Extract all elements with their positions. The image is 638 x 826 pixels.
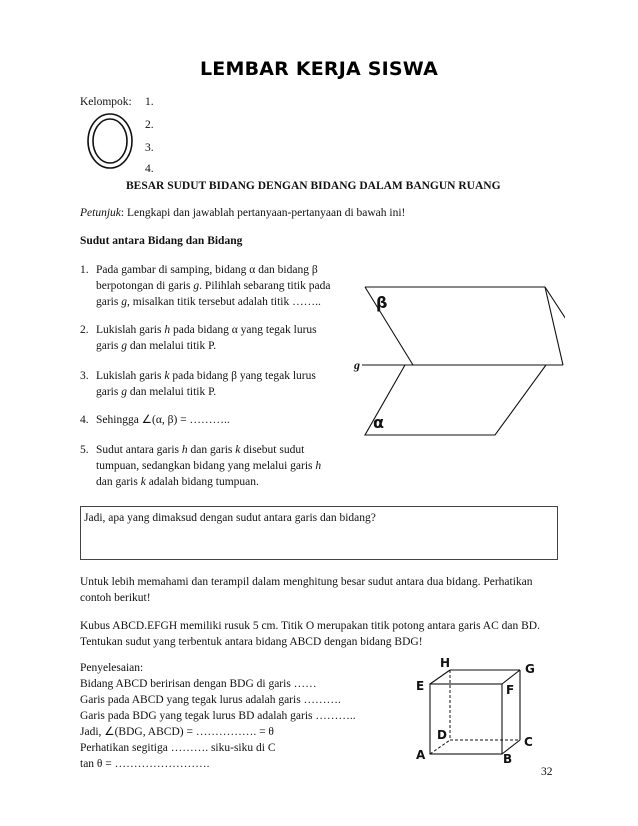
problem-line2: Tentukan sudut yang terbentuk antara bidang ABCD dengan bidang BDG! xyxy=(80,636,423,648)
item-3-number: 3. xyxy=(80,370,89,382)
cube-label-c: C xyxy=(524,735,533,749)
solution-line-1: Penyelesaian: xyxy=(80,662,144,674)
cube-label-b: B xyxy=(503,752,513,766)
group-label: Kelompok: xyxy=(80,96,132,108)
subsection-title: Sudut antara Bidang dan Bidang xyxy=(80,235,243,247)
cube-label-h: H xyxy=(440,656,451,670)
section-title: BESAR SUDUT BIDANG DENGAN BIDANG DALAM BANGUN RUANG xyxy=(126,180,501,192)
alpha-label: α xyxy=(373,413,384,432)
solution-line-7: tan θ = ……………………. xyxy=(80,758,210,770)
solution-line-3: Garis pada ABCD yang tegak lurus adalah garis ………. xyxy=(80,694,341,706)
instructions-label: Petunjuk xyxy=(80,207,121,219)
cube-label-f: F xyxy=(506,683,515,697)
item-1-line2: berpotongan di garis g. Pilihlah sebarang titik pada xyxy=(96,280,331,292)
page-title: LEMBAR KERJA SISWA xyxy=(200,58,438,80)
item-4-number: 4. xyxy=(80,414,89,426)
plane-beta-left-edge xyxy=(365,287,413,365)
item-4-text: Sehingga ∠(α, β) = ……….. xyxy=(96,414,230,426)
intro-line1: Untuk lebih memahami dan terampil dalam menghitung besar sudut antara dua bidang. Perhatikan xyxy=(80,576,533,588)
group-member-1: 1. xyxy=(145,96,154,108)
item-2-number: 2. xyxy=(80,324,89,336)
intro-line2: contoh berikut! xyxy=(80,592,151,604)
item-1-line3: garis g, misalkan titik tersebut adalah titik …….. xyxy=(96,296,321,308)
group-member-2: 2. xyxy=(145,119,154,131)
group-member-3: 3. xyxy=(145,142,154,154)
item-3-line2: garis g dan melalui titik P. xyxy=(96,386,217,398)
solution-line-4: Garis pada BDG yang tegak lurus BD adalah garis ……….. xyxy=(80,710,356,722)
cube-figure xyxy=(420,668,525,760)
item-5-line2: tumpuan, sedangkan bidang yang melalui garis h xyxy=(96,460,322,472)
group-circle-icon xyxy=(86,110,136,172)
solution-line-2: Bidang ABCD beririsan dengan BDG di garis …… xyxy=(80,678,317,690)
problem-line1: Kubus ABCD.EFGH memiliki rusuk 5 cm. Titik O merupakan titik potong antara garis AC dan BD. xyxy=(80,620,540,632)
question-text: Jadi, apa yang dimaksud dengan sudut antara garis dan bidang? xyxy=(84,512,376,524)
page-number: 32 xyxy=(541,766,553,778)
item-1-line1: Pada gambar di samping, bidang α dan bidang β xyxy=(96,264,318,276)
g-label: g xyxy=(354,358,360,372)
cube-label-a: A xyxy=(416,748,426,762)
answer-box[interactable] xyxy=(80,506,558,560)
cube-label-e: E xyxy=(416,679,425,693)
item-5-number: 5. xyxy=(80,444,89,456)
item-5-line1: Sudut antara garis h dan garis k disebut sudut xyxy=(96,444,305,456)
cube-label-d: D xyxy=(437,728,447,742)
instructions xyxy=(80,205,405,221)
item-2-line1: Lukislah garis h pada bidang α yang tegak lurus xyxy=(96,324,317,336)
group-member-4: 4. xyxy=(145,163,154,175)
item-5-line3: dan garis k adalah bidang tumpuan. xyxy=(96,476,259,488)
solution-line-6: Perhatikan segitiga ………. siku-siku di C xyxy=(80,742,276,754)
plane-alpha-edge xyxy=(365,365,546,435)
item-2-line2: garis g dan melalui titik P. xyxy=(96,340,217,352)
item-1-number: 1. xyxy=(80,264,89,276)
solution-line-5: Jadi, ∠(BDG, ABCD) = ……………. = θ xyxy=(80,726,274,738)
instructions-text: : Lengkapi dan jawablah pertanyaan-pertanyaan di bawah ini! xyxy=(120,207,406,219)
item-3-line1: Lukislah garis k pada bidang β yang tegak lurus xyxy=(96,370,316,382)
cube-label-g: G xyxy=(525,662,535,676)
beta-label: β xyxy=(376,293,388,312)
